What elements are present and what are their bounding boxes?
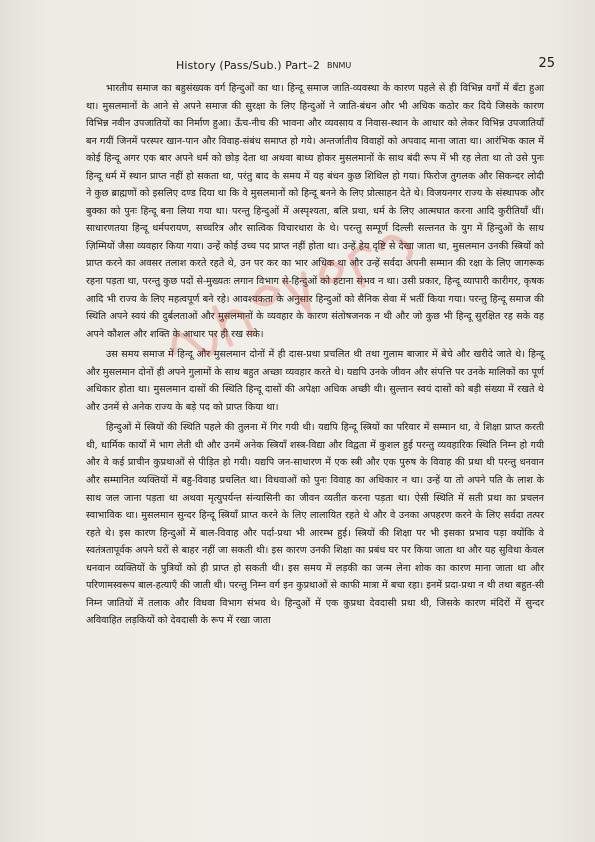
running-subtitle: BNMU bbox=[327, 61, 352, 70]
paragraph-women-status: हिन्दुओं में स्त्रियों की स्थिति पहले की तुलना में गिर गयी थी। यद्यपि हिन्दू स्त्रियों का परिवार में सम्मान था, वे शिक्षा प्राप्त करती थी, धार्मिक कार्यों में भाग लेती थी और उनमें अनेक स्त्रियाँ शस्त्र-विद्या और विद्वता में कुशल हुई परन्तु व्यवहारिक स्थिति निम्न हो गयी और वे कई प्राचीन कुप्रथाओं से पीड़ित हो गयी। यद्यपि जन-साधारण में एक स्त्री और एक पुरुष के विवाह की प्रथा थी परन्तु धनवान और सम्मानित व्यक्तियों में बहु-विवाह प्रचलित था। विधवाओं को पुनः विवाह का अधिकार न था। उन्हें या तो अपने पति के लाश के साथ जल जाना पड़ता था अथवा मृत्युपर्यन्त संन्यासिनी का जीवन व्यतीत करना पड़ता था। ऐसी स्थिति में सती प्रथा का प्रचलन स्वाभाविक था। मुसलमान सुन्दर हिन्दू स्त्रियाँ प्राप्त करने के लिए लालायित रहते थे और वे उनका अपहरण करने के लिए सर्वदा तत्पर रहते थे। इस कारण हिन्दुओं में बाल-विवाह और पर्दा-प्रथा भी आरम्भ हुई। स्त्रियों की शिक्षा पर भी इसका प्रभाव पड़ा क्योंकि वे स्वतंत्रतापूर्वक अपने घरों से बाहर नहीं जा सकती थी। इस कारण उनकी शिक्षा का प्रबंध घर पर किया जाता था और यह सुविधा केवल धनवान व्यक्तियों के पुत्रियों को ही प्राप्त हो सकती थी। इस समय में लड़की का जन्म लेना शोक का कारण माना जाता था और परिणामस्वरूप बाल-हत्याएँ की जाती थी। परन्तु निम्न वर्ग इन कुप्रथाओं से काफी मात्रा में बचा रहा। इनमें प्रदा-प्रथा न थी तथा बहुत-सी निम्न जातियों में तलाक और विधवा विभाग संभव थे। हिन्दुओं में एक कुप्रथा देवदासी प्रथा थी, जिसके कारण मंदिरों में सुन्दर अविवाहित लड़कियों को देवदासी के रूप में रखा जाता bbox=[86, 422, 544, 627]
page-number: 25 bbox=[538, 56, 555, 71]
running-title: History (Pass/Sub.) Part–2 bbox=[176, 59, 321, 72]
page-body bbox=[86, 80, 544, 633]
paragraph-caste-system: भारतीय समाज का बहुसंख्यक वर्ग हिन्दुओं का था। हिन्दू समाज जाति-व्यवस्था के कारण पहले से ही विभिन्न वर्गों में बँटा हुआ था। मुसलमानों के आने से अपने समाज की सुरक्षा के लिए हिन्दुओं ने जाति-बंधन और भी अधिक कठोर कर दिये जिसके कारण विभिन्न नवीन उपजातियों का निर्माण हुआ। ऊँच-नीच की भावना और व्यवसाय व निवास-स्थान के आधार को लेकर विभिन्न उपजातियाँ बन गयीं जिनमें परस्पर खान-पान और विवाह-संबंध समाप्त हो गये। अन्तर्जातीय विवाहों को अपवाद माना जाता था। आरंभिक काल में कोई हिन्दू अगर एक बार अपने धर्म को छोड़ देता था अथवा बाध्य होकर मुसलमानों के साथ बंदी रूप में भी रह लेता था तो उसे पुनः हिन्दू धर्म में स्थान प्राप्त नहीं हो सकता था, परंतु बाद के समय में यह बंधन कुछ शिथिल हो गया। फिरोज तुगलक और सिकन्दर लोदी ने कुछ ब्राह्मणों को इसलिए दण्ड दिया था कि वे मुसलमानों को हिन्दू बनने के लिए प्रोत्साहन देते थे। विजयनगर राज्य के संस्थापक और बुक्का को पुनः हिन्दू बना लिया गया था। परन्तु हिन्दुओं में अस्पृश्यता, बलि प्रथा, धर्म के लिए आत्मघात करना आदि कुरीतियाँ थीं। साधारणतया हिन्दू धर्मपरायण, सच्चरित्र और सात्विक विचारधारा के थे। परन्तु सम्पूर्ण दिल्ली सल्तनत के युग में हिन्दुओं के साथ ज़िम्मियों जैसा व्यवहार किया गया। उन्हें कोई उच्च पद प्राप्त नहीं होता था। उन्हें हेय दृष्टि से देखा जाता था, मुसलमान उनकी स्त्रियों को प्राप्त करने का अवसर तलाश करते रहते थे, उन पर कर का भार अधिक था और उन्हें सर्वदा अपनी सम्मान की रक्षा के लिए जागरूक रहना पड़ता था, परन्तु कुछ पदों से-मुख्यतः लगान विभाग से-हिन्दुओं को हटाना संभव न था। उसी प्रकार, हिन्दू व्यापारी कारीगर, कृषक आदि भी राज्य के लिए महत्वपूर्ण बने रहे। आवश्यकता के अनुसार हिन्दुओं को सैनिक सेवा में भर्ती किया गया। परन्तु हिन्दू समाज की स्थिति अपने स्वयं की दुर्बलताओं और मुसलमानों के व्यवहार के कारण संतोषजनक न थी और जो कुछ भी हिन्दू सुरक्षित रह सके वह अपने कौशल और शक्ति के आधार पर ही रख सके। bbox=[86, 83, 544, 340]
paragraph-slavery: उस समय समाज में हिन्दू और मुसलमान दोनों में ही दास-प्रथा प्रचलित थी तथा गुलाम बाजार में बेचे और खरीदे जाते थे। हिन्दू और मुसलमान दोनों ही अपने गुलामों के साथ बहुत अच्छा व्यवहार करते थे। यद्यपि उनके जीवन और संपत्ति पर उनके मालिकों का पूर्ण अधिकार होता था। मुसलमान दासों की स्थिति हिन्दू दासों की अपेक्षा अधिक अच्छी थी। सुल्तान स्वयं दासों को बड़ी संख्या में रखते थे और उनमें से अनेक राज्य के बड़े पद को प्राप्त किया था। bbox=[86, 349, 544, 413]
page-header bbox=[176, 56, 555, 76]
